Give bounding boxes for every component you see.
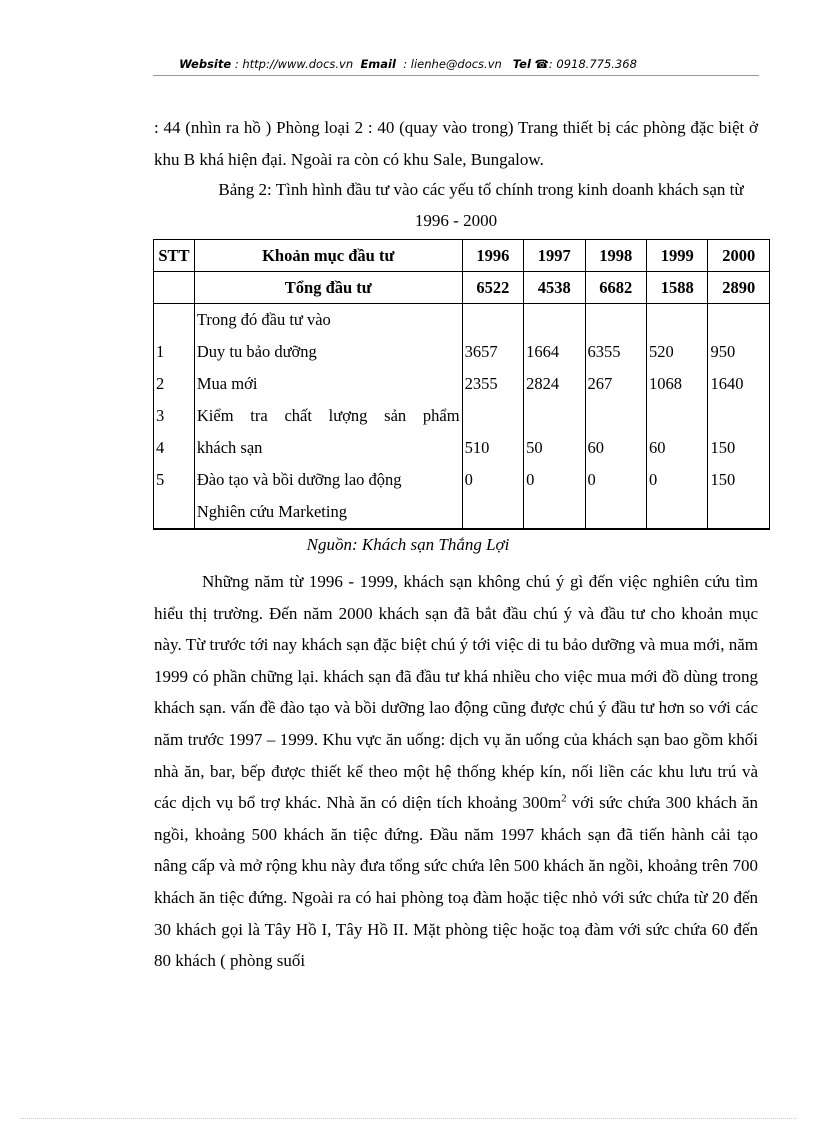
header-item: Khoản mục đầu tư: [194, 240, 462, 272]
cell: 60: [587, 438, 605, 457]
email-label: Email: [360, 57, 396, 71]
cell: 1068: [649, 374, 682, 393]
cell: 1640: [710, 374, 744, 393]
cell: 0: [526, 470, 535, 489]
item-label: Mua mới: [196, 374, 258, 393]
cell: 6355: [587, 342, 621, 361]
stt-cell: 1: [156, 342, 165, 361]
table-source: Nguồn: Khách sạn Thắng Lợi: [306, 535, 510, 554]
investment-table: [153, 239, 770, 530]
cell: 950: [710, 342, 736, 361]
total-label: Tổng đầu tư: [194, 272, 462, 304]
cell: 150: [710, 438, 736, 457]
col-1998: [585, 304, 646, 529]
body-text-part-1: Những năm từ 1996 - 1999, khách sạn không chú ý gì đến việc nghiên cứu tìm hiểu thị trường. Đến năm 2000 khách sạn đã bắt đầu chú ý và đầu tư cho khoản mục này. Từ trước tới nay khách sạn đặc biệt chú ý tới việc di tu bảo dưỡng và mua mới, năm 1999 có phần chững lại. khách sạn đã đầu tư khá nhiều cho việc mua mới đồ dùng trong khách sạn. vấn đề đào tạo và bồi dưỡng lao động cũng được chú ý đầu tư hơn so với các năm trước 1997 – 1999. Khu vực ăn uống: dịch vụ ăn uống của khách sạn bao gồm khối nhà ăn, bar, bếp được thiết kế theo một hệ thống khép kín, nối liền các khu lưu trú và các dịch vụ bổ trợ khác. Nhà ăn có diện tích khoảng 300m: [154, 572, 758, 813]
cell: 3657: [464, 342, 498, 361]
superscript: 2: [561, 792, 567, 805]
cell: 510: [464, 438, 490, 457]
page-header: [0, 57, 816, 71]
col-1996: [462, 304, 523, 529]
cell: [649, 400, 705, 432]
col-2000: [708, 304, 770, 529]
total-1999: 1588: [647, 272, 708, 304]
stt-cell: 5: [156, 470, 165, 489]
total-2000: 2890: [708, 272, 770, 304]
cell: 50: [526, 438, 543, 457]
tel-label: Tel: [512, 57, 531, 71]
stt-column: [154, 304, 195, 529]
website-label: Website: [179, 57, 232, 71]
cell: 60: [649, 438, 666, 457]
table-bottom-border: [154, 529, 770, 530]
col-1997: [524, 304, 585, 529]
item-column: [194, 304, 462, 529]
total-1998: 6682: [585, 272, 646, 304]
footer-divider: [20, 1118, 796, 1119]
cell: [710, 496, 767, 528]
item-label: Duy tu bảo dưỡng: [196, 342, 317, 361]
header-1997: 1997: [524, 240, 585, 272]
body-text-part-2: với sức chứa 300 khách ăn ngồi, khoảng 500 khách ăn tiệc đứng. Đầu năm 1997 khách sạn đã tiến hành cải tạo nâng cấp và mở rộng khu này đưa tổng sức chứa lên 500 khách ăn ngồi, khoảng trên 700 khách ăn tiệc đứng. Ngoài ra có hai phòng toạ đàm hoặc tiệc nhỏ với sức chứa từ 20 đến 30 khách gọi là Tây Hồ I, Tây Hồ II. Mặt phòng tiệc hoặc toạ đàm với sức chứa 60 đến 80 khách ( phòng suối: [154, 793, 759, 971]
col-1999: [647, 304, 708, 529]
header-stt: STT: [154, 240, 195, 272]
table-header-row: [154, 240, 770, 272]
tel-value: : 0918.775.368: [548, 57, 637, 71]
total-1997: 4538: [524, 272, 585, 304]
header-1999: 1999: [647, 240, 708, 272]
cell: 267: [587, 374, 613, 393]
item-label: Kiểm tra chất lượng sản phẩm: [196, 406, 460, 425]
body-paragraph: [154, 566, 758, 977]
cell: [710, 400, 767, 432]
cell: 520: [649, 342, 674, 361]
item-label: Nghiên cứu Marketing: [196, 502, 347, 521]
intro-paragraph: : 44 (nhìn ra hồ ) Phòng loại 2 : 40 (quay vào trong) Trang thiết bị các phòng đặc biệt ở khu B khá hiện đại. Ngoài ra còn có khu Sale, Bungalow.: [154, 118, 758, 169]
stt-cell: [156, 496, 192, 528]
email-value[interactable]: : lienhe@docs.vn: [403, 57, 502, 71]
cell: 2824: [526, 374, 560, 393]
cell: 2355: [464, 374, 498, 393]
cell: 0: [649, 470, 658, 489]
stt-cell: 2: [156, 374, 165, 393]
total-stt: [154, 272, 195, 304]
table-caption: Bảng 2: Tình hình đầu tư vào các yếu tố chính trong kinh doanh khách sạn từ 1996 - 2000: [218, 180, 744, 230]
cell: 0: [464, 470, 473, 489]
stt-cell: 3: [156, 406, 165, 425]
header-1996: 1996: [462, 240, 523, 272]
cell: 0: [587, 470, 596, 489]
cell: [526, 496, 582, 528]
cell: [588, 400, 644, 432]
cell: [465, 400, 521, 432]
detail-rows: [154, 304, 770, 529]
phone-icon: ☎: [534, 57, 549, 71]
cell: 1664: [526, 342, 560, 361]
item-label: Đào tạo và bồi dưỡng lao động: [196, 470, 402, 489]
website-value[interactable]: : http://www.docs.vn: [234, 57, 354, 71]
cell: [465, 496, 521, 528]
subheading: Trong đó đầu tư vào: [196, 310, 331, 329]
header-2000: 2000: [708, 240, 770, 272]
stt-cell: 4: [156, 438, 165, 457]
cell: [649, 496, 705, 528]
item-label: khách sạn: [196, 438, 263, 457]
total-row: [154, 272, 770, 304]
cell: 150: [710, 470, 736, 489]
cell: [588, 496, 644, 528]
header-1998: 1998: [585, 240, 646, 272]
cell: [526, 400, 582, 432]
total-1996: 6522: [462, 272, 523, 304]
header-divider: [153, 75, 759, 76]
